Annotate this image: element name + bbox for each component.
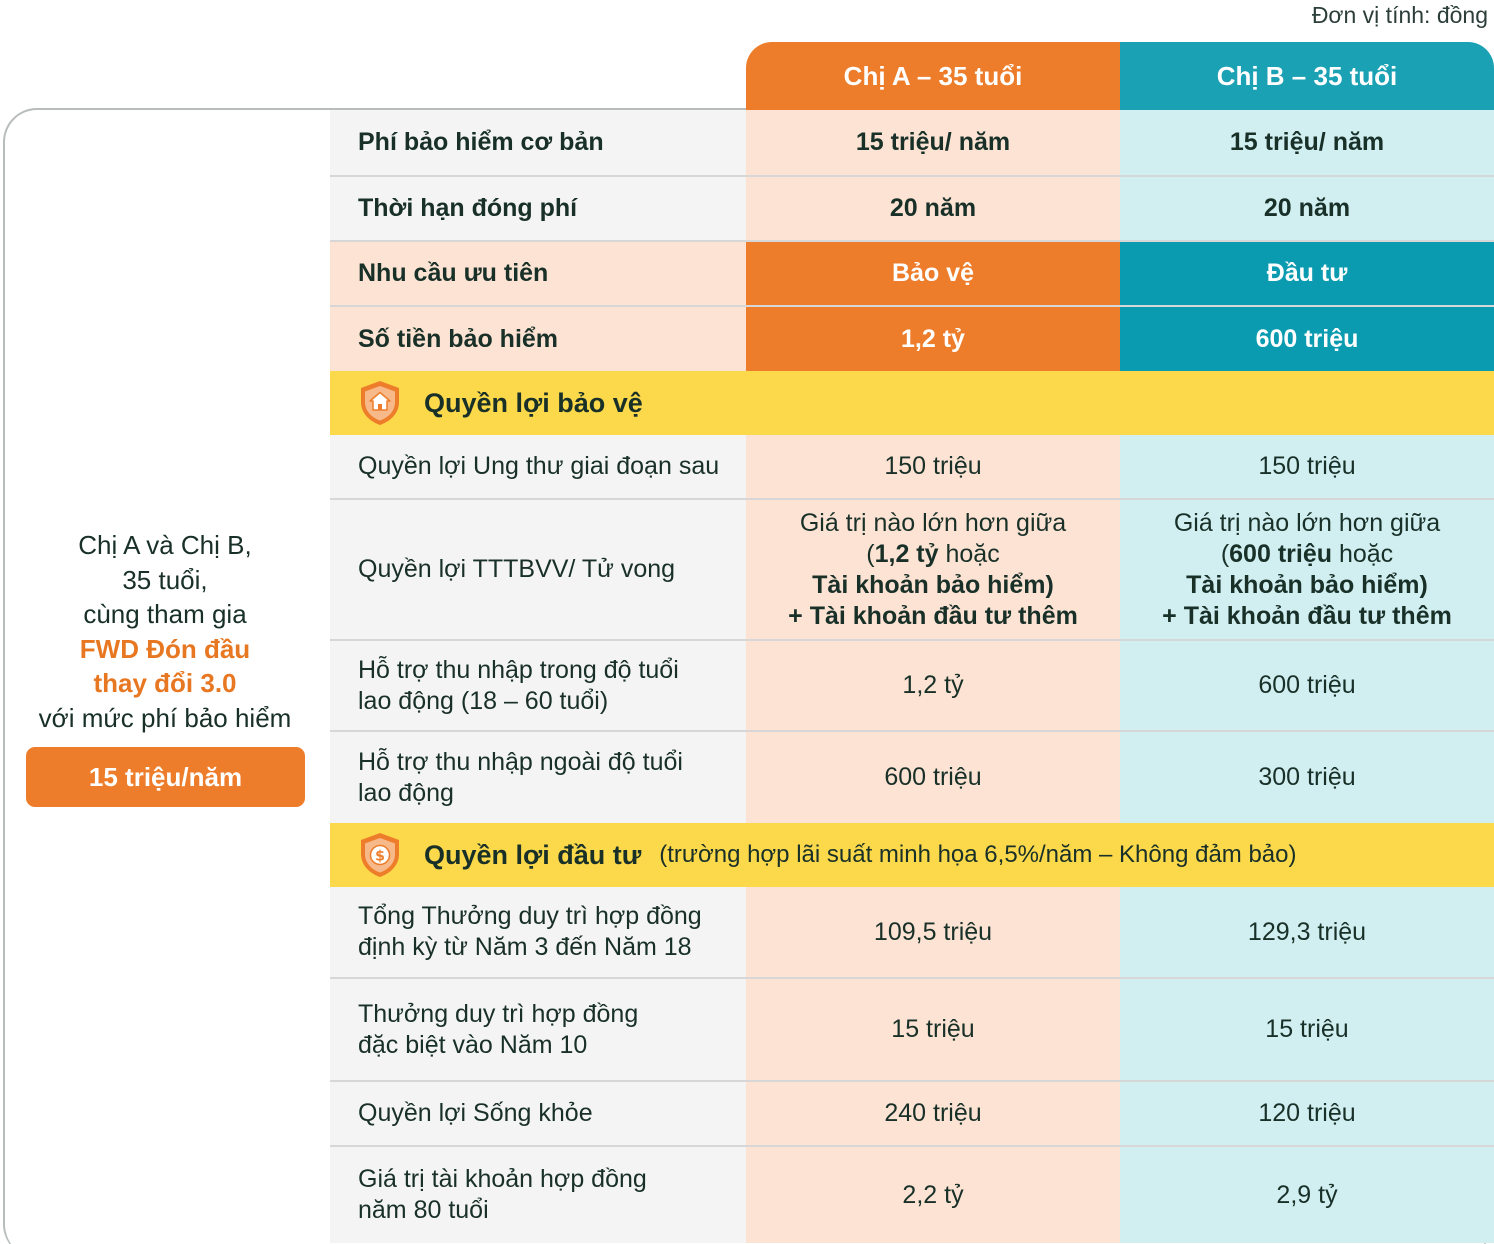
- row-label: Thưởng duy trì hợp đồng đặc biệt vào Năm 10: [330, 979, 746, 1080]
- product-name-line-1: FWD Đón đầu: [79, 633, 251, 664]
- section-investment: [330, 823, 1494, 887]
- section-title: Quyền lợi bảo vệ: [424, 387, 643, 418]
- svg-text:$: $: [375, 848, 385, 865]
- value-b: 120 triệu: [1120, 1082, 1494, 1145]
- value-b: 300 triệu: [1120, 732, 1494, 823]
- value-b: Đầu tư: [1120, 242, 1494, 305]
- value-a: 109,5 triệu: [746, 887, 1120, 977]
- product-name-line-2: thay đổi 3.0: [93, 668, 237, 698]
- value-b: 150 triệu: [1120, 435, 1494, 498]
- unit-note: Đơn vị tính: đồng: [1311, 2, 1488, 28]
- value-a: Giá trị nào lớn hơn giữa (1,2 tỷ hoặc Tài khoản bảo hiểm) + Tài khoản đầu tư thêm: [746, 500, 1120, 639]
- row-tpd-death: [330, 500, 1494, 641]
- row-label: Hỗ trợ thu nhập trong độ tuổi lao động (18 – 60 tuổi): [330, 641, 746, 730]
- row-account-value-age-80: [330, 1147, 1494, 1243]
- column-header-a: Chị A – 35 tuổi: [746, 42, 1120, 110]
- premium-badge: 15 triệu/năm: [26, 747, 305, 807]
- value-b: 129,3 triệu: [1120, 887, 1494, 977]
- section-title: Quyền lợi đầu tư: [424, 839, 642, 870]
- row-sum-assured: [330, 307, 1494, 371]
- section-protection: [330, 371, 1494, 435]
- row-income-support-working-age: [330, 641, 1494, 732]
- intro-line-2: 35 tuổi,: [122, 564, 208, 595]
- row-label: Số tiền bảo hiểm: [330, 307, 746, 371]
- row-label: Quyền lợi Ung thư giai đoạn sau: [330, 435, 746, 498]
- row-special-loyalty-bonus: [330, 979, 1494, 1082]
- row-priority-need: [330, 242, 1494, 307]
- row-label: Hỗ trợ thu nhập ngoài độ tuổi lao động: [330, 732, 746, 823]
- value-b: Giá trị nào lớn hơn giữa (600 triệu hoặc Tài khoản bảo hiểm) + Tài khoản đầu tư thêm: [1120, 500, 1494, 639]
- shield-dollar-icon: [358, 831, 402, 879]
- row-basic-premium: [330, 110, 1494, 177]
- value-b: 2,9 tỷ: [1120, 1147, 1494, 1243]
- value-a: Bảo vệ: [746, 242, 1120, 305]
- value-a: 1,2 tỷ: [746, 307, 1120, 371]
- row-label: Phí bảo hiểm cơ bản: [330, 110, 746, 175]
- row-income-support-non-working-age: [330, 732, 1494, 823]
- value-b: 15 triệu/ năm: [1120, 110, 1494, 175]
- value-b: 20 năm: [1120, 177, 1494, 240]
- intro-line-4: với mức phí bảo hiểm: [38, 702, 292, 733]
- intro-panel: [10, 528, 320, 735]
- value-a: 15 triệu/ năm: [746, 110, 1120, 175]
- value-a: 2,2 tỷ: [746, 1147, 1120, 1243]
- row-label: Quyền lợi TTTBVV/ Tử vong: [330, 500, 746, 639]
- row-label: Giá trị tài khoản hợp đồng năm 80 tuổi: [330, 1147, 746, 1243]
- intro-line-3: cùng tham gia: [83, 599, 247, 629]
- column-header-b: Chị B – 35 tuổi: [1120, 42, 1494, 110]
- row-label: Tổng Thưởng duy trì hợp đồng định kỳ từ Năm 3 đến Năm 18: [330, 887, 746, 977]
- value-b: 15 triệu: [1120, 979, 1494, 1080]
- value-a: 600 triệu: [746, 732, 1120, 823]
- row-label: Thời hạn đóng phí: [330, 177, 746, 240]
- value-a: 240 triệu: [746, 1082, 1120, 1145]
- value-a: 1,2 tỷ: [746, 641, 1120, 730]
- value-a: 15 triệu: [746, 979, 1120, 1080]
- row-healthy-living-benefit: [330, 1082, 1494, 1147]
- row-label: Nhu cầu ưu tiên: [330, 242, 746, 305]
- value-a: 150 triệu: [746, 435, 1120, 498]
- section-subtitle: (trường hợp lãi suất minh họa 6,5%/năm – Không đảm bảo): [659, 841, 1297, 868]
- row-payment-term: [330, 177, 1494, 242]
- value-a: 20 năm: [746, 177, 1120, 240]
- row-label: Quyền lợi Sống khỏe: [330, 1082, 746, 1145]
- shield-house-icon: [358, 379, 402, 427]
- value-b: 600 triệu: [1120, 641, 1494, 730]
- intro-line-1: Chị A và Chị B,: [78, 530, 252, 560]
- row-late-cancer: [330, 435, 1494, 500]
- comparison-table: [330, 42, 1494, 1243]
- column-headers: [746, 42, 1494, 110]
- row-periodic-loyalty-bonus: [330, 887, 1494, 979]
- value-b: 600 triệu: [1120, 307, 1494, 371]
